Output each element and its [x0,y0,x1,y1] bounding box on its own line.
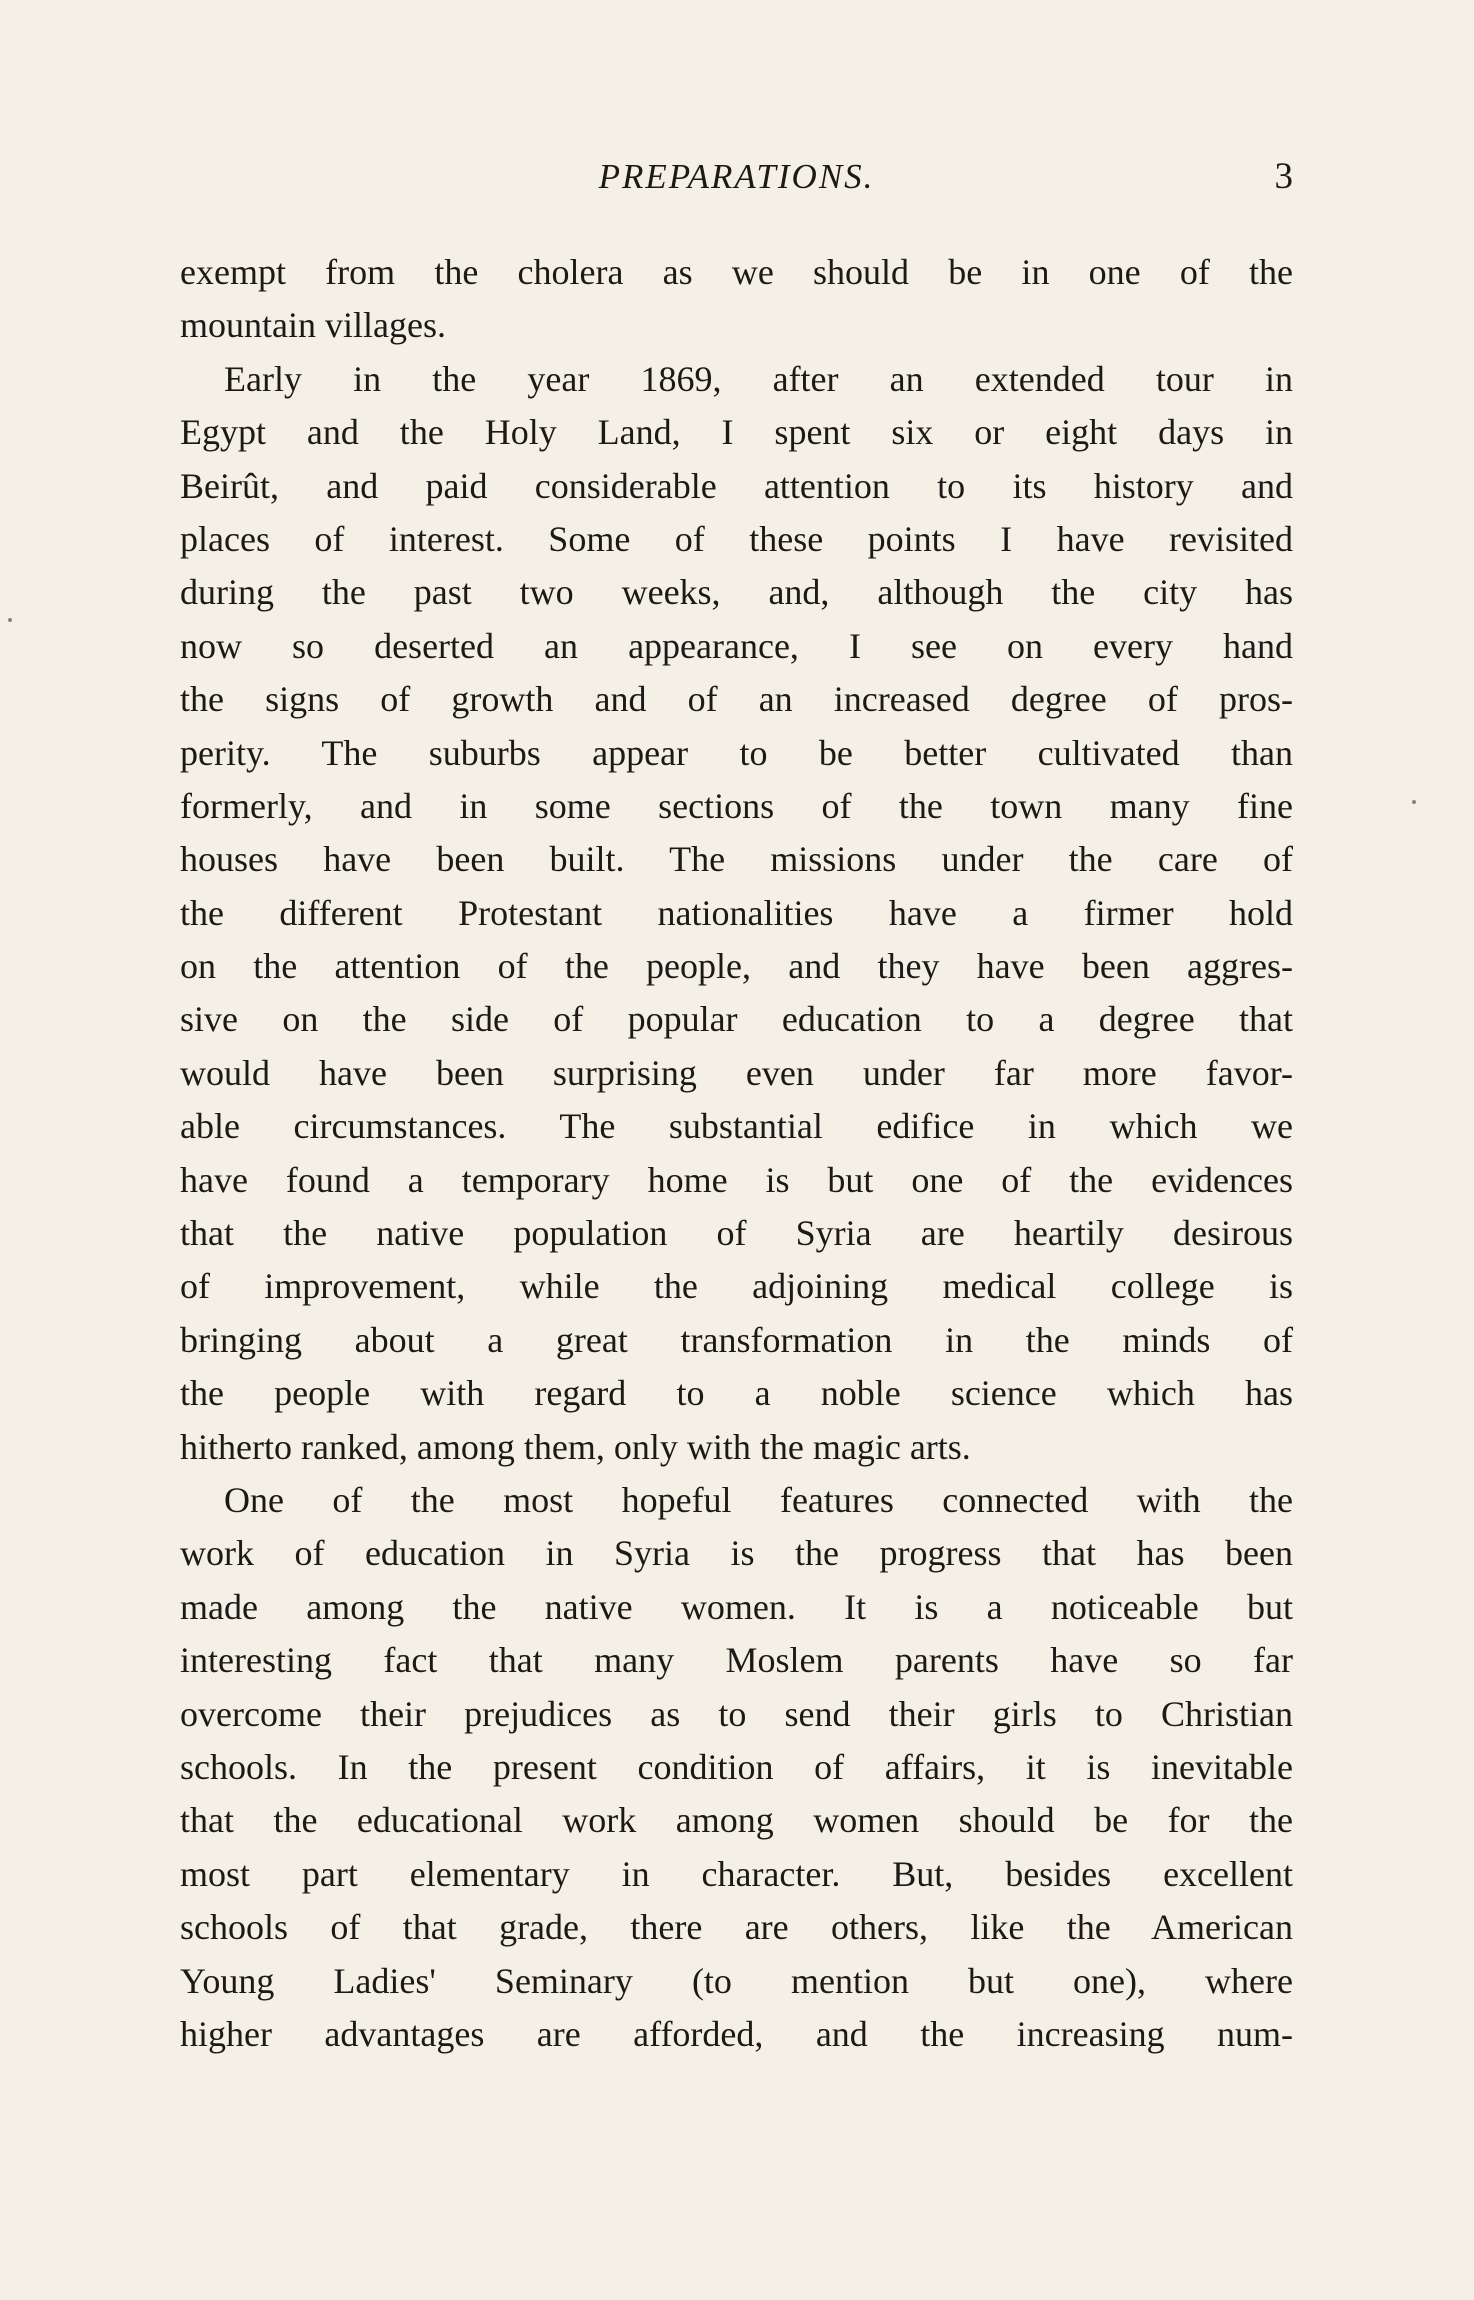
text-line: that the educational work among women should be for the [180,1800,1293,1841]
text-line: the people with regard to a noble science which has [180,1373,1293,1414]
text-line: would have been surprising even under far more favor- [180,1052,1293,1093]
text-line: schools. In the present condition of affairs, it is inevitable [180,1746,1293,1787]
page-number: 3 [1274,156,1293,197]
text-line: work of education in Syria is the progress that has been [180,1533,1293,1574]
text-line: sive on the side of popular education to a degree that [180,999,1293,1040]
text-line: houses have been built. The missions under the care of [180,839,1293,880]
text-line: overcome their prejudices as to send their girls to Christian [180,1693,1293,1734]
text-line: formerly, and in some sections of the town many fine [180,785,1293,826]
text-line: during the past two weeks, and, although the city has [180,572,1293,613]
text-line: bringing about a great transformation in the minds of [180,1319,1293,1360]
text-line: made among the native women. It is a noticeable but [180,1586,1293,1627]
text-line: One of the most hopeful features connected with the [224,1479,1293,1520]
text-line: of improvement, while the adjoining medical college is [180,1266,1293,1307]
paper-speck [8,618,12,622]
text-line: perity. The suburbs appear to be better cultivated than [180,732,1293,773]
text-line: the different Protestant nationalities have a firmer hold [180,892,1293,933]
text-line: most part elementary in character. But, besides excellent [180,1853,1293,1894]
text-line: places of interest. Some of these points I have revisited [180,518,1293,559]
paper-speck [1412,800,1416,804]
text-line: able circumstances. The substantial edifice in which we [180,1106,1293,1147]
text-line: Beirût, and paid considerable attention to its history and [180,465,1293,506]
text-line: on the attention of the people, and they have been aggres- [180,946,1293,987]
text-line: higher advantages are afforded, and the increasing num- [180,2013,1293,2054]
text-line: Early in the year 1869, after an extended tour in [224,358,1293,399]
text-line: now so deserted an appearance, I see on every hand [180,625,1293,666]
text-line: mountain villages. [180,305,446,346]
text-line: hitherto ranked, among them, only with the magic arts. [180,1426,971,1467]
running-title: PREPARATIONS. [598,157,875,196]
text-line: that the native population of Syria are heartily desirous [180,1213,1293,1254]
text-line: have found a temporary home is but one of the evidences [180,1159,1293,1200]
text-line: Egypt and the Holy Land, I spent six or eight days in [180,412,1293,453]
text-line: the signs of growth and of an increased degree of pros- [180,679,1293,720]
body-text [180,246,1293,2061]
text-line: interesting fact that many Moslem parents have so far [180,1640,1293,1681]
running-head [180,152,1293,202]
text-line: schools of that grade, there are others, like the American [180,1907,1293,1948]
text-line: Young Ladies' Seminary (to mention but one), where [180,1960,1293,2001]
text-line: exempt from the cholera as we should be in one of the [180,252,1293,292]
